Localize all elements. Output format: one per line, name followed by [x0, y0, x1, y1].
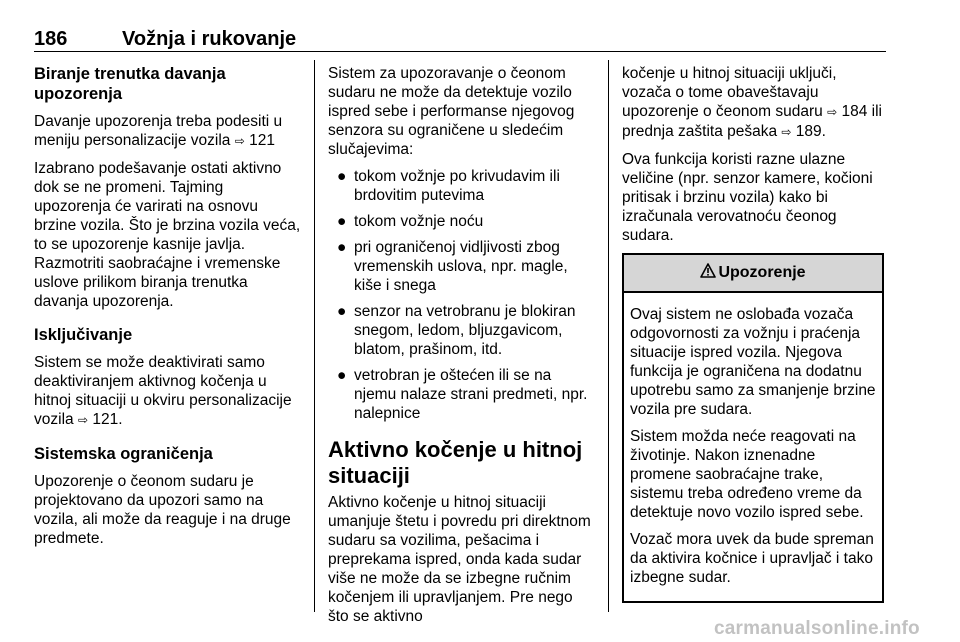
bullet-icon: ●: [337, 239, 347, 256]
list-item: [328, 238, 596, 295]
list-item-text: pri ograničenoj vidljivosti zbog vremenskih uslova, npr. magle, kiše i snega: [354, 239, 568, 294]
header-divider: [34, 51, 886, 52]
page-reference-link[interactable]: 121: [249, 132, 275, 149]
limitation-list: [328, 167, 596, 423]
list-item-text: senzor na vetrobranu je blokiran snegom, ledom, bljuzgavicom, blatom, prašinom, itd.: [354, 303, 576, 358]
column-right: [622, 64, 886, 603]
heading-sistemska-ogranicenja: Sistemska ograničenja: [34, 445, 213, 463]
page-reference-link[interactable]: 184: [841, 103, 868, 120]
bullet-icon: ●: [337, 303, 347, 320]
bullet-icon: ●: [337, 168, 347, 185]
watermark: carmanualsonline.info: [714, 618, 920, 639]
page-reference-link[interactable]: 189.: [795, 123, 826, 140]
bullet-icon: ●: [337, 213, 347, 230]
warning-paragraph: Ovaj sistem ne oslobađa vozača odgovornosti za vožnju i praćenja situacije ispred vozila. Njegova funkcija je ograničena na dodatnu upotrebu samo za smanjenje brzine vozila pre sudara.: [630, 306, 876, 418]
page-reference-icon: ⇨: [77, 413, 89, 427]
paragraph: [622, 64, 886, 142]
paragraph-text: Davanje upozorenja treba podesiti u meniju personalizacije vozila: [34, 113, 283, 149]
warning-paragraph: Sistem možda neće reagovati na životinje. Nakon iznenadne promene saobraćajne trake, sistemu treba određeno vreme da detektuje novo vozilo ispred sebe.: [630, 428, 864, 521]
page-reference-icon: ⇨: [781, 125, 792, 139]
bullet-icon: ●: [337, 367, 347, 384]
page-reference-link[interactable]: 121.: [92, 411, 123, 428]
page-reference-icon: ⇨: [234, 134, 245, 148]
heading-biranje: Biranje trenutka davanja upozorenja: [34, 65, 226, 103]
paragraph: Ova funkcija koristi razne ulazne veličine (npr. senzor kamere, kočioni pritisak i brzinu vozila) kako bi izračunala verovatnoću čeonog sudara.: [622, 151, 873, 244]
warning-title: Upozorenje: [718, 264, 806, 281]
warning-box: [622, 253, 884, 603]
paragraph: Aktivno kočenje u hitnoj situaciji umanjuje štetu i povredu pri direktnom sudaru sa vozilima, pešacima i preprekama ispred, onda kada sudar više ne može da se izbegne ručnim kočenjem ili upravljanjem. Pre nego što se aktivno: [328, 494, 591, 625]
column-middle: [328, 64, 596, 634]
paragraph: Upozorenje o čeonom sudaru je projektovano da upozori samo na vozila, ali može da reaguje i na druge predmete.: [34, 473, 291, 547]
list-item: [328, 212, 596, 231]
list-item-text: tokom vožnje noću: [354, 213, 484, 230]
paragraph: Sistem za upozoravanje o čeonom sudaru ne može da detektuje vozilo ispred sebe i performanse njegovog senzora su ograničene u sledećim slučajevima:: [328, 65, 575, 158]
paragraph: Izabrano podešavanje ostati aktivno dok se ne promeni. Tajming upozorenja će varirati na osnovu brzine vozila. Što je brzina vozila veća, to se upozorenje kasnije javlja. Razmotriti saobraćajne i vremenske uslove prilikom biranja trenutka davanja upozorenja.: [34, 160, 301, 310]
list-item: [328, 167, 596, 205]
column-left: [34, 64, 302, 556]
paragraph: [34, 353, 302, 430]
list-item-text: tokom vožnje po krivudavim ili brdovitim putevima: [354, 168, 560, 204]
list-item: [328, 302, 596, 359]
page-reference-icon: ⇨: [827, 105, 838, 119]
page-header: [34, 28, 886, 52]
warning-paragraph: Vozač mora uvek da bude spreman da aktivira kočnice i upravljač i tako izbegne sudar.: [630, 531, 874, 586]
heading-aktivno-kocenje: Aktivno kočenje u hitnoj situaciji: [328, 437, 583, 488]
warning-triangle-icon: [700, 263, 716, 278]
column-divider-2: [608, 60, 609, 612]
paragraph-text: kočenje u hitnoj situaciji uključi, vozača o tome obaveštavaju upozorenje o čeonom sudaru: [622, 65, 837, 120]
chapter-title: Vožnja i rukovanje: [122, 28, 297, 50]
paragraph-text: ili prednja zaštita pešaka: [622, 103, 882, 140]
warning-body: [624, 293, 882, 601]
page-number: 186: [34, 28, 68, 50]
list-item: [328, 366, 596, 423]
column-divider-1: [314, 60, 315, 612]
warning-header: [624, 255, 882, 293]
list-item-text: vetrobran je oštećen ili se na njemu nalaze strani predmeti, npr. nalepnice: [354, 367, 588, 422]
heading-iskljucivanje: Isključivanje: [34, 326, 133, 344]
paragraph-text: Sistem se može deaktivirati samo deaktiviranjem aktivnog kočenja u hitnoj situaciji u okviru personalizacije vozila: [34, 354, 292, 428]
paragraph: [34, 112, 302, 151]
